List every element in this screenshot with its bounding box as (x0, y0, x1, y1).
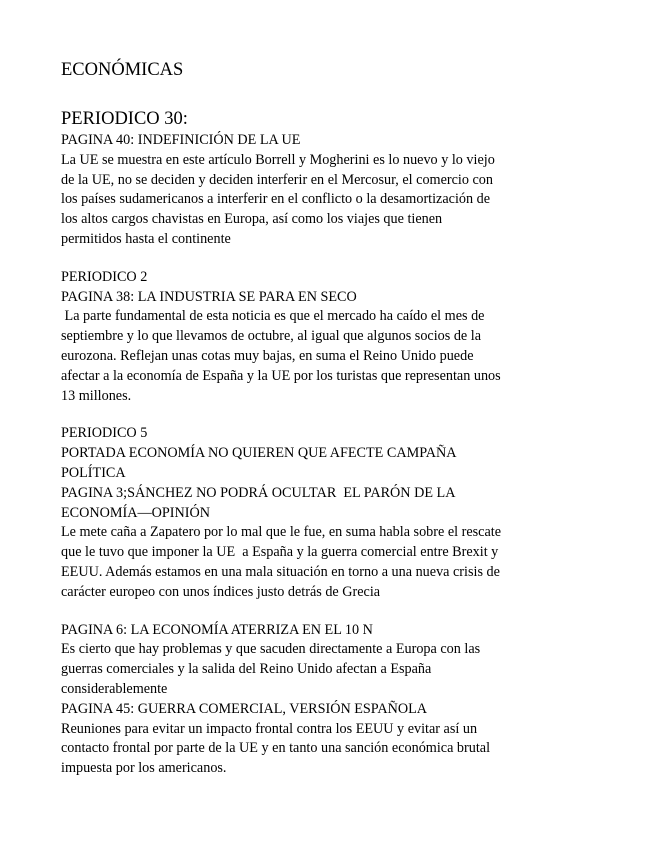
portada-heading: POLÍTICA (61, 464, 126, 481)
section-pagina-6 (61, 621, 601, 779)
pagina-heading: PAGINA 6: LA ECONOMÍA ATERRIZA EN EL 10 N (61, 621, 373, 638)
body-line: afectar a la economía de España y la UE por los turistas que representan unos (61, 367, 501, 384)
body-line: los países sudamericanos a interferir en el conflicto o la desamortización de (61, 191, 491, 208)
body-line: EEUU. Además estamos en una mala situación en torno a una nueva crisis de (61, 563, 500, 580)
pagina-heading: PAGINA 45: GUERRA COMERCIAL, VERSIÓN ESPAÑOLA (61, 700, 428, 717)
body-line: que le tuvo que imponer la UE a España y la guerra comercial entre Brexit y (61, 544, 499, 561)
body-line: considerablemente (61, 680, 168, 697)
body-line: eurozona. Reflejan unas cotas muy bajas, en suma el Reino Unido puede (61, 347, 474, 364)
body-line: La parte fundamental de esta noticia es que el mercado ha caído el mes de (61, 308, 485, 325)
periodico-heading: PERIODICO 30: (61, 109, 188, 129)
portada-heading: PORTADA ECONOMÍA NO QUIEREN QUE AFECTE CAMPAÑA (61, 445, 457, 462)
body-line: los altos cargos chavistas en Europa, así como los viajes que tienen (61, 211, 443, 228)
pagina-heading: PAGINA 3;SÁNCHEZ NO PODRÁ OCULTAR EL PARÓN DE LA (61, 484, 456, 501)
body-line: guerras comerciales y la salida del Reino Unido afectan a España (61, 661, 432, 678)
periodico-heading: PERIODICO 2 (61, 268, 148, 285)
body-line: de la UE, no se deciden y deciden interferir en el Mercosur, el comercio con (61, 171, 493, 188)
document-heading: ECONÓMICAS (61, 60, 184, 80)
section-periodico-2 (61, 268, 601, 407)
section-periodico-5 (61, 424, 601, 602)
periodico-heading: PERIODICO 5 (61, 425, 148, 442)
pagina-heading: ECONOMÍA—OPINIÓN (61, 504, 210, 521)
pagina-heading: PAGINA 38: LA INDUSTRIA SE PARA EN SECO (61, 288, 357, 305)
body-line: carácter europeo con unos índices justo detrás de Grecia (61, 583, 381, 600)
body-line: Es cierto que hay problemas y que sacuden directamente a Europa con las (61, 641, 481, 658)
section-periodico-30 (61, 107, 601, 250)
body-line: impuesta por los americanos. (61, 760, 227, 777)
body-line: septiembre y lo que llevamos de octubre, al igual que algunos socios de la (61, 328, 481, 345)
body-line: contacto frontal por parte de la UE y en tanto una sanción económica brutal (61, 740, 491, 757)
body-line: Le mete caña a Zapatero por lo mal que le fue, en suma habla sobre el rescate (61, 524, 501, 541)
document-page (61, 58, 601, 779)
body-line: La UE se muestra en este artículo Borrell y Mogherini es lo nuevo y lo viejo (61, 151, 495, 168)
body-line: 13 millones. (61, 387, 132, 404)
body-line: permitidos hasta el continente (61, 230, 231, 247)
body-line: Reuniones para evitar un impacto frontal contra los EEUU y evitar así un (61, 720, 478, 737)
pagina-heading: PAGINA 40: INDEFINICIÓN DE LA UE (61, 132, 301, 148)
